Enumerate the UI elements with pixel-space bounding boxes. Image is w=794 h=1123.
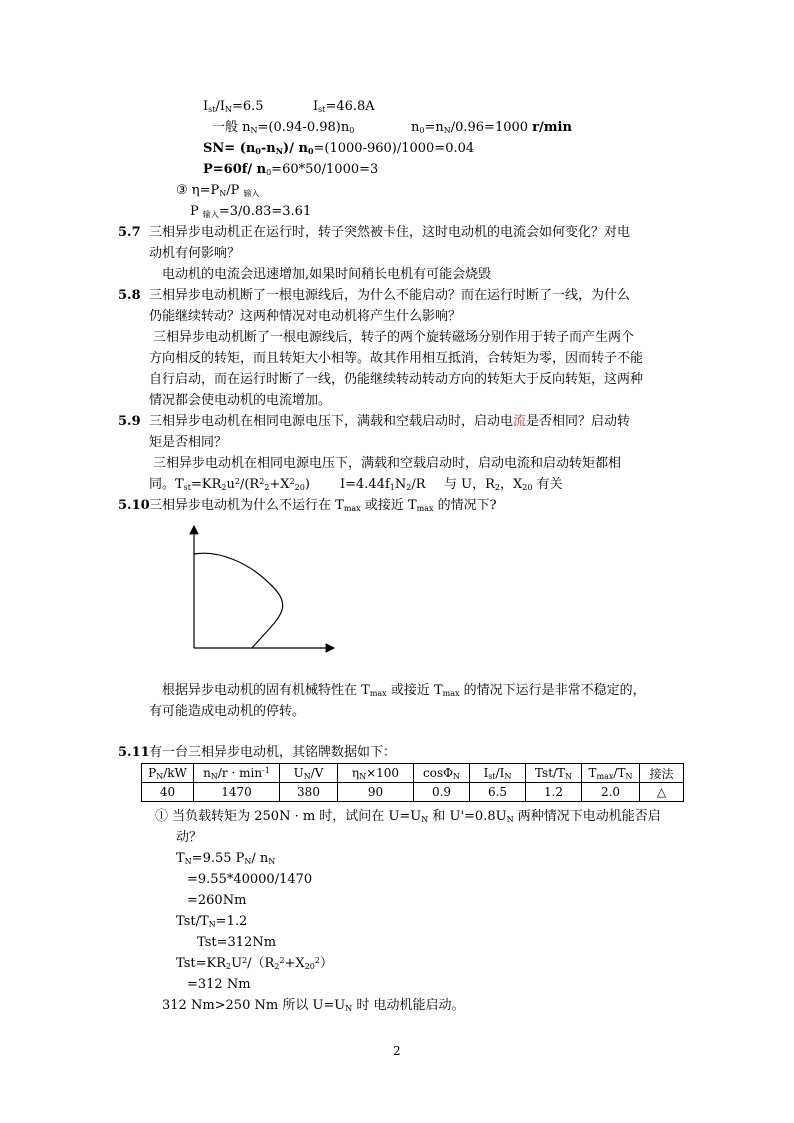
q58-question-line2: 仍能继续转动？这两种情况对电动机将产生什么影响？ [149,309,462,324]
sn-line: $SN= (n_0-n_N)/$ $n_0=(1000-960)/1000=0.04$ [203,141,475,156]
q510-number: 5.10 [118,498,150,513]
header-cell: $I_{st}/I_N$ [470,764,526,783]
calc-rated-torque: $T_N=9.55$ $P_N/$ $n_N$ [176,851,276,866]
q57-question-line1: 三相异步电动机正在运行时，转子突然被卡住，这时电动机的电流会如何变化？对电 [149,225,631,240]
q58-answer-line4: 情况都会使电动机的电流增加。 [149,393,332,408]
header-cell: Tst/$T_N$ [526,764,582,783]
nameplate-table [141,763,684,802]
start-current: $I_{st}=46.8A$ [313,99,375,114]
q58-answer-line2: 方向相反的转矩，而且转矩大小相等。故其作用相互抵消，合转矩为零，因而转子不能 [149,351,644,366]
q58-number: 5.8 [118,288,141,303]
ratio-line: $I_{st}/I_N=6.5$ [203,99,264,114]
q59-question-line2: 矩是否相同？ [149,435,228,450]
calc-line6: $Tst=KR_2U^2/(R_2^2+X_{20}^2)$ [176,956,333,971]
q57-answer: 电动机的电流会迅速增加,如果时间稍长电机有可能会烧毁 [162,267,492,282]
p-line: P=60f/ $n_0=60*50/1000=3$ [203,162,379,177]
q58-question-line1: 三相异步电动机断了一根电源线后，为什么不能启动？而在运行时断了一线，为什么 [149,288,631,303]
mechanical-characteristic-diagram [178,522,338,657]
header-cell: $\eta_N\times 100$ [338,764,414,783]
q510-question: 三相异步电动机为什么不运行在 $T_{max}$ 或接近 $T_{max}$ 的情况下? [149,498,497,513]
q59-number: 5.9 [118,414,141,429]
q511-number: 5.11 [118,745,150,760]
q59-depends-on: 与 U，$R_2$，$X_{20}$ 有关 [444,477,563,492]
value-cell: 1470 [194,783,280,802]
n-general-line: 一般 $n_N=(0.94-0.98)n_0$ [212,120,355,135]
q510-answer-line1: 根据异步电动机的固有机械特性在 $T_{max}$ 或接近 $T_{max}$ 的情况下运行是非常不稳定的， [162,683,646,698]
value-cell: 380 [280,783,338,802]
value-cell: 6.5 [470,783,526,802]
pin-line: P $_{输入}$=3/0.83=3.61 [190,204,312,219]
calc-line4: Tst/$T_N=1.2$ [176,914,248,929]
calc-line5: Tst=312Nm [197,935,277,950]
n0-line: $n_0=n_N/0.96=1000$ r/min [411,120,572,135]
q57-number: 5.7 [118,225,141,240]
table-header-row [142,764,684,783]
value-cell: 90 [338,783,414,802]
torque-speed-curve [194,553,283,648]
page-number: 2 [393,1044,401,1058]
q57-question-line2: 动机有何影响？ [149,246,241,261]
value-cell: 0.9 [414,783,470,802]
q59-answer-line2: 同。$T_{st}=KR_2u^2/(R^2_2+X^2_{20})$ [149,477,310,492]
q510-answer-line2: 有可能造成电动机的停转。 [149,704,306,719]
header-cell: $U_N/V$ [280,764,338,783]
calc-conclusion: 312 Nm>250 Nm 所以 $U=U_N$ 时 电动机能启动。 [162,998,465,1013]
header-cell: $P_N/kW$ [142,764,194,783]
calc-line2: =9.55*40000/1470 [187,872,313,887]
q58-answer-line1: 三相异步电动机断了一根电源线后，转子的两个旋转磁场分别作用于转子而产生两个 [153,330,635,345]
header-cell: $n_N/r \cdot \min^{-1}$ [194,764,280,783]
value-cell: 2.0 [582,783,640,802]
value-cell: △ [640,783,684,802]
eta-line: ③ $\eta=P_N/P$ $_{输入}$ [176,183,260,198]
q511-subquestion-line2: 动？ [176,830,203,845]
q511-question: 有一台三相异步电动机，其铭牌数据如下： [149,745,397,760]
calc-line3: =260Nm [187,893,247,908]
calc-line7: =312 Nm [187,977,251,992]
q58-answer-line3: 自行启动，而在运行时断了一线，仍能继续转动转动方向的转矩大于反向转矩，这两种 [149,372,644,387]
header-cell: $T_{max}/T_N$ [582,764,640,783]
q59-current-formula: $I=4.44f_1N_2/R$ [340,477,426,492]
header-cell: cosΦ$_N$ [414,764,470,783]
value-cell: 1.2 [526,783,582,802]
q59-question-line1: 三相异步电动机在相同电源电压下，满载和空载启动时，启动电流是否相同？启动转 [149,414,631,429]
value-cell: 40 [142,783,194,802]
header-cell: 接法 [640,764,684,783]
table-row [142,783,684,802]
q59-answer-line1: 三相异步电动机在相同电源电压下，满载和空载启动时，启动电流和启动转矩都相 [153,456,622,471]
q511-subquestion-line1: ① 当负载转矩为 250N · m 时，试问在 $U=U_N$ 和 $U'=0.8U_N$ 两种情况下电动机能否启 [155,809,661,824]
